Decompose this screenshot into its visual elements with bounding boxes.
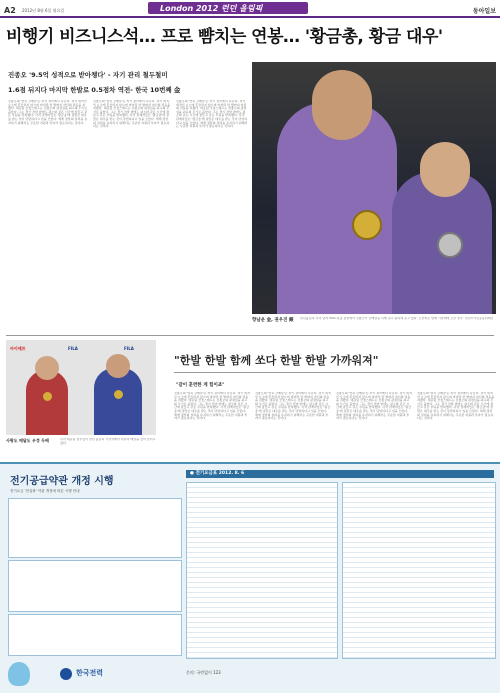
photo1-caption-name: 향남운 金, 권우진 銀 [252,318,294,323]
sponsor-badge-1: 아이에프 [10,346,26,351]
athlete-left-head [312,70,372,140]
quote-headline: "한발 한발 함께 쏘다 한발 한발 가까워져" [174,354,379,367]
ad-company-name: 한국전력 [76,669,104,677]
article-column-3: 진종오의 '연속 금메달'은 자기 관리에서 나온다. 경기 외적인 요소에 흔들리지 않으며 마지막 한 발까지 자신의 리듬을 지켰다. 대표팀 코칭스태프는 진종오의 평정심을 최고의 무기로 꼽았다. 그는 경기 전날 밤에도 평소와 같은 시간에 잠들고 같은 루틴을 반복했다. 사격 관계자들은 '황금총'에 걸맞은 대우를 받는 것이 당연하다고 입을 모았다. 세계 정상의 실력을 유지하기 위해서는 꾸준한 지원과 투자가 필요하다는 것이다. [176,100,248,129]
medal-photo [252,62,496,314]
ad-mascot-icon [8,662,30,686]
ad-table-label: ● 전기요금표 2012. 8. 6 [190,471,245,476]
issue-date: 2012년 8월 6일 월요일 [22,8,65,13]
sponsor-badge-3: FILA [124,346,134,351]
gold-medal-icon [352,210,382,240]
quote-column-3: 진종오의 '연속 금메달'은 자기 관리에서 나온다. 경기 외적인 요소에 흔들리지 않으며 마지막 한 발까지 자신의 리듬을 지켰다. 대표팀 코칭스태프는 진종오의 평정심을 최고의 무기로 꼽았다. 그는 경기 전날 밤에도 평소와 같은 시간에 잠들고 같은 루틴을 반복했다. 사격 관계자들은 '황금총'에 걸맞은 대우를 받는 것이 당연하다고 입을 모았다. 세계 정상의 실력을 유지하기 위해서는 꾸준한 지원과 투자가 필요하다는 것이다. [336,392,412,421]
athlete-a-head [35,356,59,380]
article-column-2: 진종오의 '연속 금메달'은 자기 관리에서 나온다. 경기 외적인 요소에 흔들리지 않으며 마지막 한 발까지 자신의 리듬을 지켰다. 대표팀 코칭스태프는 진종오의 평정심을 최고의 무기로 꼽았다. 그는 경기 전날 밤에도 평소와 같은 시간에 잠들고 같은 루틴을 반복했다. 사격 관계자들은 '황금총'에 걸맞은 대우를 받는 것이 당연하다고 입을 모았다. 세계 정상의 실력을 유지하기 위해서는 꾸준한 지원과 투자가 필요하다는 것이다. [93,100,171,129]
silver-medal-icon [437,232,463,258]
paper-name: 동아일보 [472,8,496,15]
athlete-b-head [106,354,130,378]
kepco-logo-icon [60,668,72,680]
subhead-1: 진종오 '9.5억 성적으로 받아챙다' - 자기 관리 철두철미 [8,71,168,79]
quote-column-2: 진종오의 '연속 금메달'은 자기 관리에서 나온다. 경기 외적인 요소에 흔들리지 않으며 마지막 한 발까지 자신의 리듬을 지켰다. 대표팀 코칭스태프는 진종오의 평정심을 최고의 무기로 꼽았다. 그는 경기 전날 밤에도 평소와 같은 시간에 잠들고 같은 루틴을 반복했다. 사격 관계자들은 '황금총'에 걸맞은 대우를 받는 것이 당연하다고 입을 모았다. 세계 정상의 실력을 유지하기 위해서는 꾸준한 지원과 투자가 필요하다는 것이다. [255,392,331,421]
quote-underline [174,372,496,373]
ad-table-right [342,482,496,659]
ad-info-box-1 [8,498,182,558]
subhead-2: 1.6점 뒤지다 마지막 한발로 0.5점차 역전- 한국 10번째 金 [8,86,181,94]
masthead-bar [0,6,500,18]
page-number: A2 [4,6,16,15]
headline: 비행기 비즈니스석… 프로 뺨치는 연봉… '황금총, 황금 대우' [6,27,443,47]
quote-column-1: 진종오의 '연속 금메달'은 자기 관리에서 나온다. 경기 외적인 요소에 흔들리지 않으며 마지막 한 발까지 자신의 리듬을 지켰다. 대표팀 코칭스태프는 진종오의 평정심을 최고의 무기로 꼽았다. 그는 경기 전날 밤에도 평소와 같은 시간에 잠들고 같은 루틴을 반복했다. 사격 관계자들은 '황금총'에 걸맞은 대우를 받는 것이 당연하다고 입을 모았다. 세계 정상의 실력을 유지하기 위해서는 꾸준한 지원과 투자가 필요하다는 것이다. [174,392,250,421]
photo2-caption: 사랑도 메달도 우정 두배 [6,438,49,443]
quote-subheadline: "같이 훈련한 게 힘이죠" [176,383,225,388]
article-column-1: 진종오의 '연속 금메달'은 자기 관리에서 나온다. 경기 외적인 요소에 흔들리지 않으며 마지막 한 발까지 자신의 리듬을 지켰다. 대표팀 코칭스태프는 진종오의 평정심을 최고의 무기로 꼽았다. 그는 경기 전날 밤에도 평소와 같은 시간에 잠들고 같은 루틴을 반복했다. 사격 관계자들은 '황금총'에 걸맞은 대우를 받는 것이 당연하다고 입을 모았다. 세계 정상의 실력을 유지하기 위해서는 꾸준한 지원과 투자가 필요하다는 것이다. [8,100,88,125]
team-photo [6,340,156,435]
ad-contact: 문의: 국번없이 123 [186,670,221,675]
ad-info-box-2 [8,560,182,612]
quote-column-4: 진종오의 '연속 금메달'은 자기 관리에서 나온다. 경기 외적인 요소에 흔들리지 않으며 마지막 한 발까지 자신의 리듬을 지켰다. 대표팀 코칭스태프는 진종오의 평정심을 최고의 무기로 꼽았다. 그는 경기 전날 밤에도 평소와 같은 시간에 잠들고 같은 루틴을 반복했다. 사격 관계자들은 '황금총'에 걸맞은 대우를 받는 것이 당연하다고 입을 모았다. 세계 정상의 실력을 유지하기 위해서는 꾸준한 지원과 투자가 필요하다는 것이다. [417,392,495,421]
athlete-right-head [420,142,470,197]
ad-subtitle: 전기요금 '현실화' 약관 개정에 따른 시행 안내 [10,489,80,493]
london-2012-logo-text: London 2012 런던 올림픽 [160,4,263,13]
ad-table-left [186,482,338,659]
sponsor-badge-2: FILA [68,346,78,351]
medal-right-icon [114,390,123,399]
medal-left-icon [43,392,52,401]
ad-title: 전기공급약관 개정 시행 [10,476,114,487]
athlete-b-figure [94,368,142,435]
ad-info-box-3 [8,614,182,656]
photo2-caption-text: 사격 대표팀 선수들이 런던 올림픽 시상식에서 나란히 메달을 들어 보이고 있다. [60,438,156,445]
photo1-caption: 런던올림픽 사격 남자 50m 권총 결선에서 진종오가 금메달을 목에 걸고 환하게 웃고 있다. 오른쪽은 함께 시상대에 오른 선수. 런던=사진공동취재단 [300,317,494,320]
section-divider [6,335,494,336]
kepco-advertisement [0,462,500,693]
